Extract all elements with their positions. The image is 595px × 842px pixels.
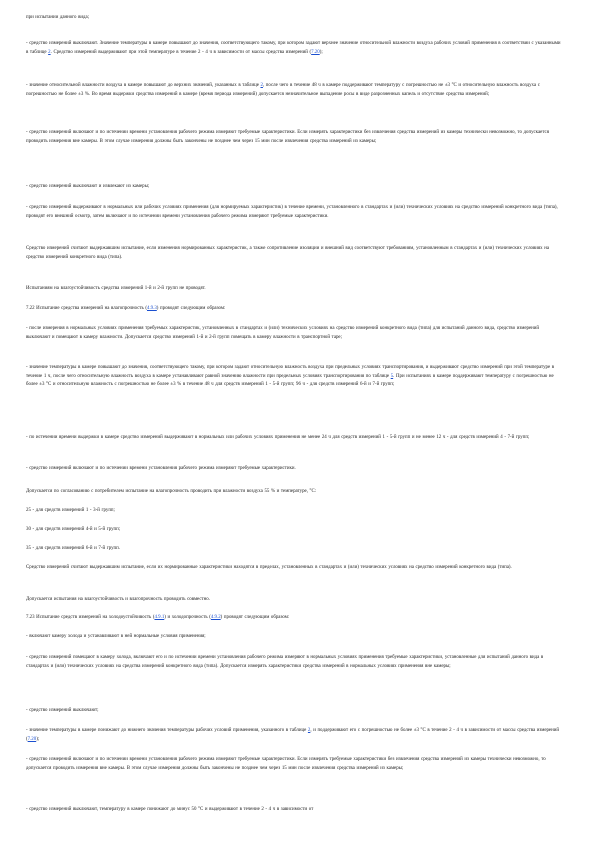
paragraph: - по истечении времени выдержки в камере средство измерений выдерживают в нормальных или рабочих условиях применения не менее 24 ч для средств измерений 1 - 5-й групп и не менее 12 ч - для средств измерений 4 - 7-й групп; (26, 435, 530, 440)
reference-link[interactable]: 4.9.2 (210, 615, 221, 620)
paragraph: - значение температуры в камере понижают до нижнего значения температуры рабочих условий применения, указанного в таблице 2, и поддерживают его с погрешностью не более ±3 °C в течение 2 - 4 ч в зависимости от массы средства измерений (7.20); (26, 728, 559, 742)
reference-link[interactable]: 7.20 (27, 736, 37, 742)
paragraph: - средство измерений включают и по истечении времени установления рабочего режима измеряют требуемые характеристики. (26, 466, 296, 471)
paragraph: - значение температуры в камере повышают до значения, соответствующего такому, при котором задают относительную влажность воздуха при предельных условиях транспортирования, и выдерживают средство измерений при этой температуре в течение 1 ч, после чего относительную влажность воздуха в камере устанавливают равной значению влажности при предельных условиях транспортирования по таблице 5. При испытаниях в камере поддерживают температуру с погрешностью не более ±3 °C и относительную влажность с погрешностью не более ±3 % в течение 48 ч для средств измерений 1 - 5-й групп; 96 ч - для средств измерений 6-й и 7-й групп; (26, 365, 555, 387)
paragraph: - средство измерений включают и по истечении времени установления рабочего режима измеряют требуемые характеристики. Если измерять характеристики без извлечения средства измерений из камеры технически невозможно, то допускается проводить измерения вне камеры. В этом случае измерения должны быть закончены не позднее чем через 15 мин после извлечения средства измерений из камеры; (26, 130, 549, 144)
paragraph: - включают камеру холода и устанавливают в ней нормальные условия применения; (26, 634, 206, 639)
paragraph: 35 - для средств измерений 6-й и 7-й групп. (26, 546, 121, 551)
paragraph: - после измерения в нормальных условиях применения требуемых характеристик, установленных в стандартах и (или) технических условиях на средство измерений конкретного вида (типа) для испытаний данного вида, средство измерений выключают и помещают в камеру влажности. Допускается средство измерений 1-й и 2-й групп помещать в камеру влажности в транспортной таре; (26, 326, 539, 340)
paragraph: Испытаниям на влагоустойчивость средства измерений 1-й и 2-й групп не проводят. (26, 286, 206, 291)
paragraph: 7.23 Испытание средств измерений на холодоустойчивость (4.9.1) и холодопрочность (4.9.2) проводят следующим образом: (26, 615, 290, 620)
paragraph: - средство измерений выключают; (26, 708, 99, 713)
paragraph: - значение относительной влажности воздуха в камере повышают до верхних значений, указанных в таблице 2, после чего в течение 48 ч в камере поддерживают температуру с погрешностью не ±3 °C и относительную влажность воздуха с погрешностью не более ±3 %. Во время выдержки средства измерений в камере (время периода измерений) допускается незначительное выпадение росы в виде разрозненных капель и отсутствие средства измерений; (26, 83, 540, 97)
paragraph: - средство измерений выключают, температуру в камере понижают до минус 50 °C и выдерживают в течение 2 - 4 ч в зависимости от (26, 807, 314, 812)
paragraph: Допускается по согласованию с потребителем испытание на влагопрочность проводить при влажности воздуха 55 % и температуре, °C: (26, 489, 317, 494)
paragraph: Средство измерений считают выдержавшим испытание, если их нормированные характеристики находятся в пределах, установленных в стандартах и (или) технических условиях на средство измерений конкретного вида (типа). (26, 565, 512, 570)
reference-link[interactable]: 5 (390, 373, 394, 379)
reference-link[interactable]: 4.9.3 (147, 306, 157, 311)
paragraph: 25 - для средств измерений 1 - 3-й групп; (26, 508, 115, 513)
paragraph: 30 - для средств измерений 4-й и 5-й групп; (26, 527, 121, 532)
reference-link[interactable]: 2 (48, 49, 51, 55)
reference-link[interactable]: 2 (307, 728, 311, 733)
paragraph: Допускается испытания на влагоустойчивость и влагопрочность проводить совместно. (26, 597, 210, 602)
paragraph: - средство измерений включают и по истечении времени установления рабочего режима измеряют требуемые характеристики. Если измерять требуемые характеристики без извлечения средства измерений из камеры технически невозможно, то допускается проводить измерения вне камеры. В этом случае измерения должны быть закончены не позднее чем через 15 мин после извлечения средства измерений из камеры; (26, 757, 546, 771)
reference-link[interactable]: 2 (260, 83, 263, 88)
reference-link[interactable]: 7.20 (311, 49, 320, 55)
paragraph: - средство измерений выдерживают в нормальных или рабочих условиях применения (для нормируемых характеристик) в течение времени, установленного в стандартах и (или) технических условиях на средство измерений конкретного вида (типа), проводят его внешний осмотр, затем включают и по истечении времени установления рабочего режима измеряют требуемые характеристики. (26, 205, 558, 219)
reference-link[interactable]: 4.9.1 (154, 615, 165, 620)
paragraph: Средство измерений считают выдержавшим испытание, если изменения нормированных характеристик, а также сопротивление изоляции и внешний вид соответствуют требованиям, установленным в стандартах и (или) технических условиях на средство измерений конкретного вида (типа). (26, 246, 550, 260)
paragraph: - средство измерений выключают. Значение температуры в камере повышают до значения, соответствующего такому, при котором задают верхнее значение относительной влажности воздуха рабочих условий применения в соответствии с указанными в таблице 2. Средство измерений выдерживают при этой температуре в течение 2 - 4 ч в зависимости от массы средства измерений (7.20); (26, 41, 561, 55)
paragraph: - средство измерений помещают в камеру холода, включают его и по истечении времени установления рабочего режима измеряют в нормальных условиях применения требуемые характеристики, установленные для испытаний данного вида в стандартах и (или) технических условиях на средства измерений конкретного вида (типа). Допускается измерять характеристики средства измерений в нормальных условиях применения вне камеры; (26, 655, 544, 669)
paragraph: - средство измерений выключают и извлекают из камеры; (26, 184, 150, 189)
paragraph: 7.22 Испытание средства измерений на влагопрочность (4.9.3) проводят следующим образом: (26, 306, 226, 311)
paragraph: при испытании данного вида; (26, 15, 90, 20)
